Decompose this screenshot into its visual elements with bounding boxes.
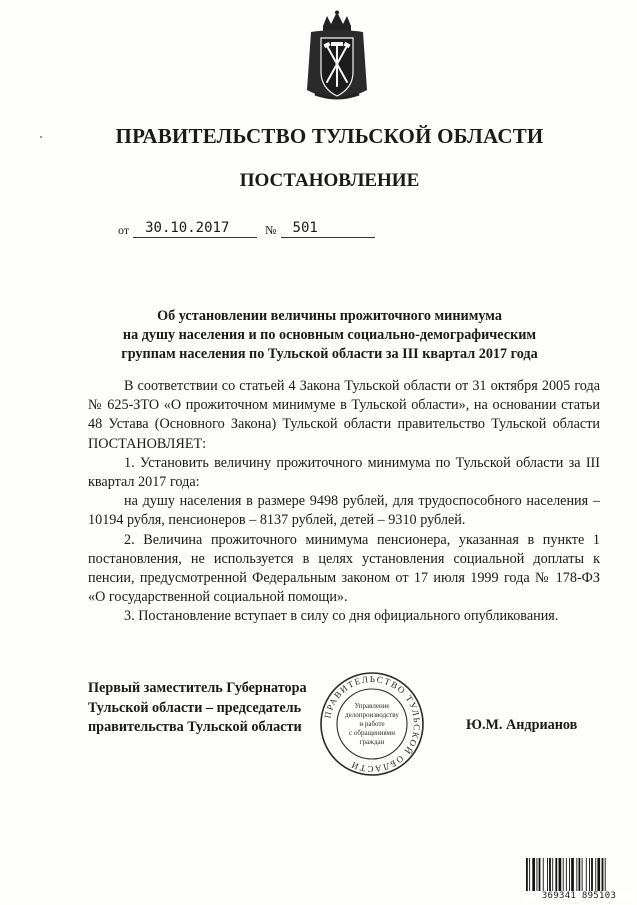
- subject-line-2: на душу населения и по основным социально-демографическим: [122, 327, 537, 343]
- position-line-3: правительства Тульской области: [88, 719, 302, 735]
- barcode-bar: [595, 858, 596, 892]
- subject-line-1: Об установлении величины прожиточного минимума: [157, 308, 502, 324]
- barcode-bar: [586, 858, 587, 892]
- barcode-bar: [602, 858, 604, 892]
- paragraph-preamble: В соответствии со статьей 4 Закона Тульской области от 31 октября 2005 года № 625-ЗТО «О прожиточном минимуме в Тульской области», на основании статьи 48 Устава (Основного Закона) Тульской области правительство Тульской области ПОСТАНОВЛЯЕТ:: [88, 378, 600, 452]
- document-number: 501: [281, 220, 375, 238]
- document-date: 30.10.2017: [133, 220, 257, 238]
- barcode-bar: [543, 858, 544, 892]
- barcode-bar: [576, 858, 577, 892]
- barcode-bar: [555, 858, 557, 892]
- stamp-line-4: с обращениями: [349, 729, 395, 737]
- barcode-bar: [552, 858, 553, 892]
- document-body: [88, 377, 600, 627]
- position-line-1: Первый заместитель Губернатора: [88, 680, 307, 696]
- paragraph-item-1-values: на душу населения в размере 9498 рублей, для трудоспособного населения – 10194 рубля, пенсионеров – 8137 рублей, детей – 9310 рублей.: [88, 493, 600, 529]
- subject-line-3: группам населения по Тульской области за III квартал 2017 года: [121, 346, 538, 362]
- tula-coat-of-arms-icon: [297, 10, 377, 106]
- stamp-line-2: делопроизводству: [345, 711, 399, 719]
- stamp-line-3: и работе: [359, 720, 385, 728]
- number-label: №: [265, 223, 277, 237]
- barcode-bar: [537, 858, 538, 892]
- barcode-bar: [539, 858, 541, 892]
- barcode-bar: [526, 858, 528, 892]
- date-label: от: [118, 223, 130, 237]
- barcode-bar: [589, 858, 590, 892]
- barcode-bar: [591, 858, 593, 892]
- document-subject: [0, 307, 637, 364]
- barcode-bar: [559, 858, 562, 892]
- stamp-line-5: граждан: [359, 738, 385, 746]
- organization-title: ПРАВИТЕЛЬСТВО ТУЛЬСКОЙ ОБЛАСТИ: [115, 124, 544, 148]
- barcode-bar: [549, 858, 551, 892]
- position-line-2: Тульской области – председатель: [88, 699, 302, 716]
- barcode-bar: [532, 858, 535, 892]
- barcode-number: 369341 895103: [524, 891, 634, 901]
- barcode-bar: [597, 858, 600, 892]
- signatory-position: [88, 679, 307, 738]
- stamp-line-1: Управление: [354, 702, 390, 710]
- paragraph-item-3: 3. Постановление вступает в силу со дня официального опубликования.: [124, 608, 559, 625]
- barcode-bar: [566, 858, 567, 892]
- paragraph-item-1: 1. Установить величину прожиточного минимума по Тульской области за III квартал 2017 года:: [88, 454, 600, 491]
- stamp-ring-text: ПРАВИТЕЛЬСТВО ТУЛЬСКОЙ ОБЛАСТИ: [322, 673, 423, 775]
- office-stamp: [318, 670, 426, 778]
- paragraph-item-2: 2. Величина прожиточного минимума пенсионера, указанная в пункте 1 постановления, не используется в целях установления социальной доплаты к пенсии, предусмотренной Федеральным законом от 17 июля 1999 года № 178-ФЗ «О государственной социальной помощи».: [88, 531, 600, 606]
- barcode-bar: [605, 858, 606, 892]
- barcode-bar: [563, 858, 564, 892]
- barcode-bar: [571, 858, 574, 892]
- barcode-bar: [529, 858, 530, 892]
- barcode-bar: [579, 858, 581, 892]
- barcode-bar: [547, 858, 548, 892]
- signatory-name: Ю.М. Андрианов: [466, 717, 578, 733]
- barcode-bar: [569, 858, 570, 892]
- document-type-title: ПОСТАНОВЛЕНИЕ: [239, 170, 420, 191]
- date-number-line: [118, 220, 375, 238]
- barcode-bar: [582, 858, 583, 892]
